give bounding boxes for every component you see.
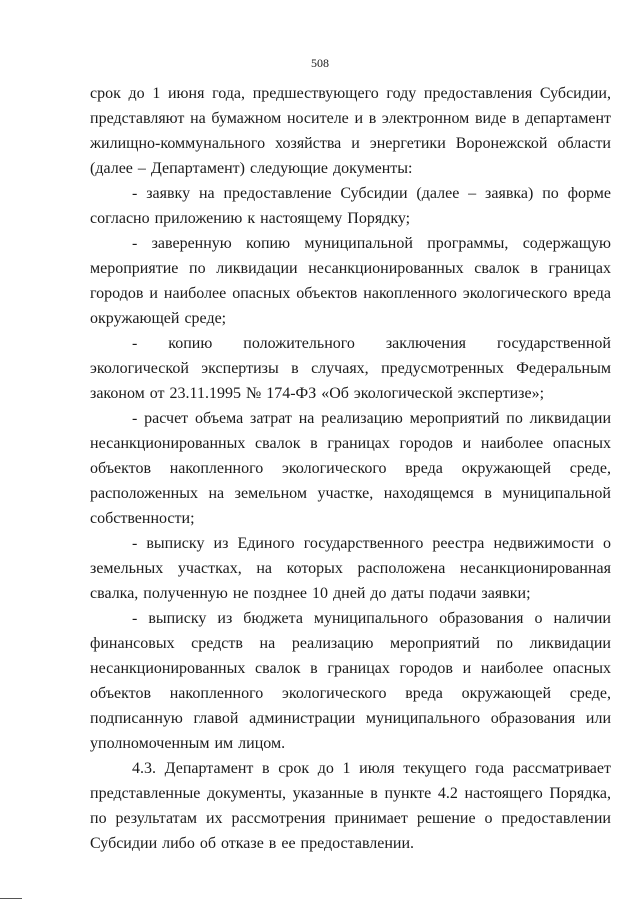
paragraph-submission-deadline: срок до 1 июня года, предшествующего году предоставления Субсидии, представляют на бумажном носителе и в электронном виде в департамент жилищно-коммунального хозяйства и энергетики Воронежской области (далее – Департамент) следующие документы: (90, 85, 611, 177)
list-item-budget-extract: - выписку из бюджета муниципального образования о наличии финансовых средств на реализацию мероприятий по ликвидации несанкционированных свалок в границах городов и наиболее опасных объектов накопленного экологического вреда окружающей среде, подписанную главой администрации муниципального образования или уполномоченным им лицом. (90, 610, 611, 752)
list-item-municipal-program-copy: - заверенную копию муниципальной программы, содержащую мероприятие по ликвидации несанкционированных свалок в границах городов и наиболее опасных объектов накопленного экологического вреда окружающей среде; (90, 235, 611, 327)
list-item-cost-calculation: - расчет объема затрат на реализацию мероприятий по ликвидации несанкционированных свалок в границах городов и наиболее опасных объектов накопленного экологического вреда окружающей среде, расположенных на земельном участке, находящемся в муниципальной собственности; (90, 410, 611, 527)
page-number: 508 (311, 56, 329, 70)
list-item-expertise-conclusion: - копию положительного заключения государственной экологической экспертизы в случаях, предусмотренных Федеральным законом от 23.11.1995 № 174-ФЗ «Об экологической экспертизе»; (90, 335, 611, 402)
scan-edge-line (0, 898, 22, 899)
document-body (90, 81, 611, 856)
paragraph-section-4-3: 4.3. Департамент в срок до 1 июля текущего года рассматривает представленные документы, указанные в пункте 4.2 настоящего Порядка, по результатам их рассмотрения принимает решение о предоставлении Субсидии либо об отказе в ее предоставлении. (90, 760, 611, 852)
list-item-application: - заявку на предоставление Субсидии (далее – заявка) по форме согласно приложению к настоящему Порядку; (90, 185, 611, 227)
list-item-registry-extract: - выписку из Единого государственного реестра недвижимости о земельных участках, на которых расположена несанкционированная свалка, полученную не позднее 10 дней до даты подачи заявки; (90, 535, 611, 602)
